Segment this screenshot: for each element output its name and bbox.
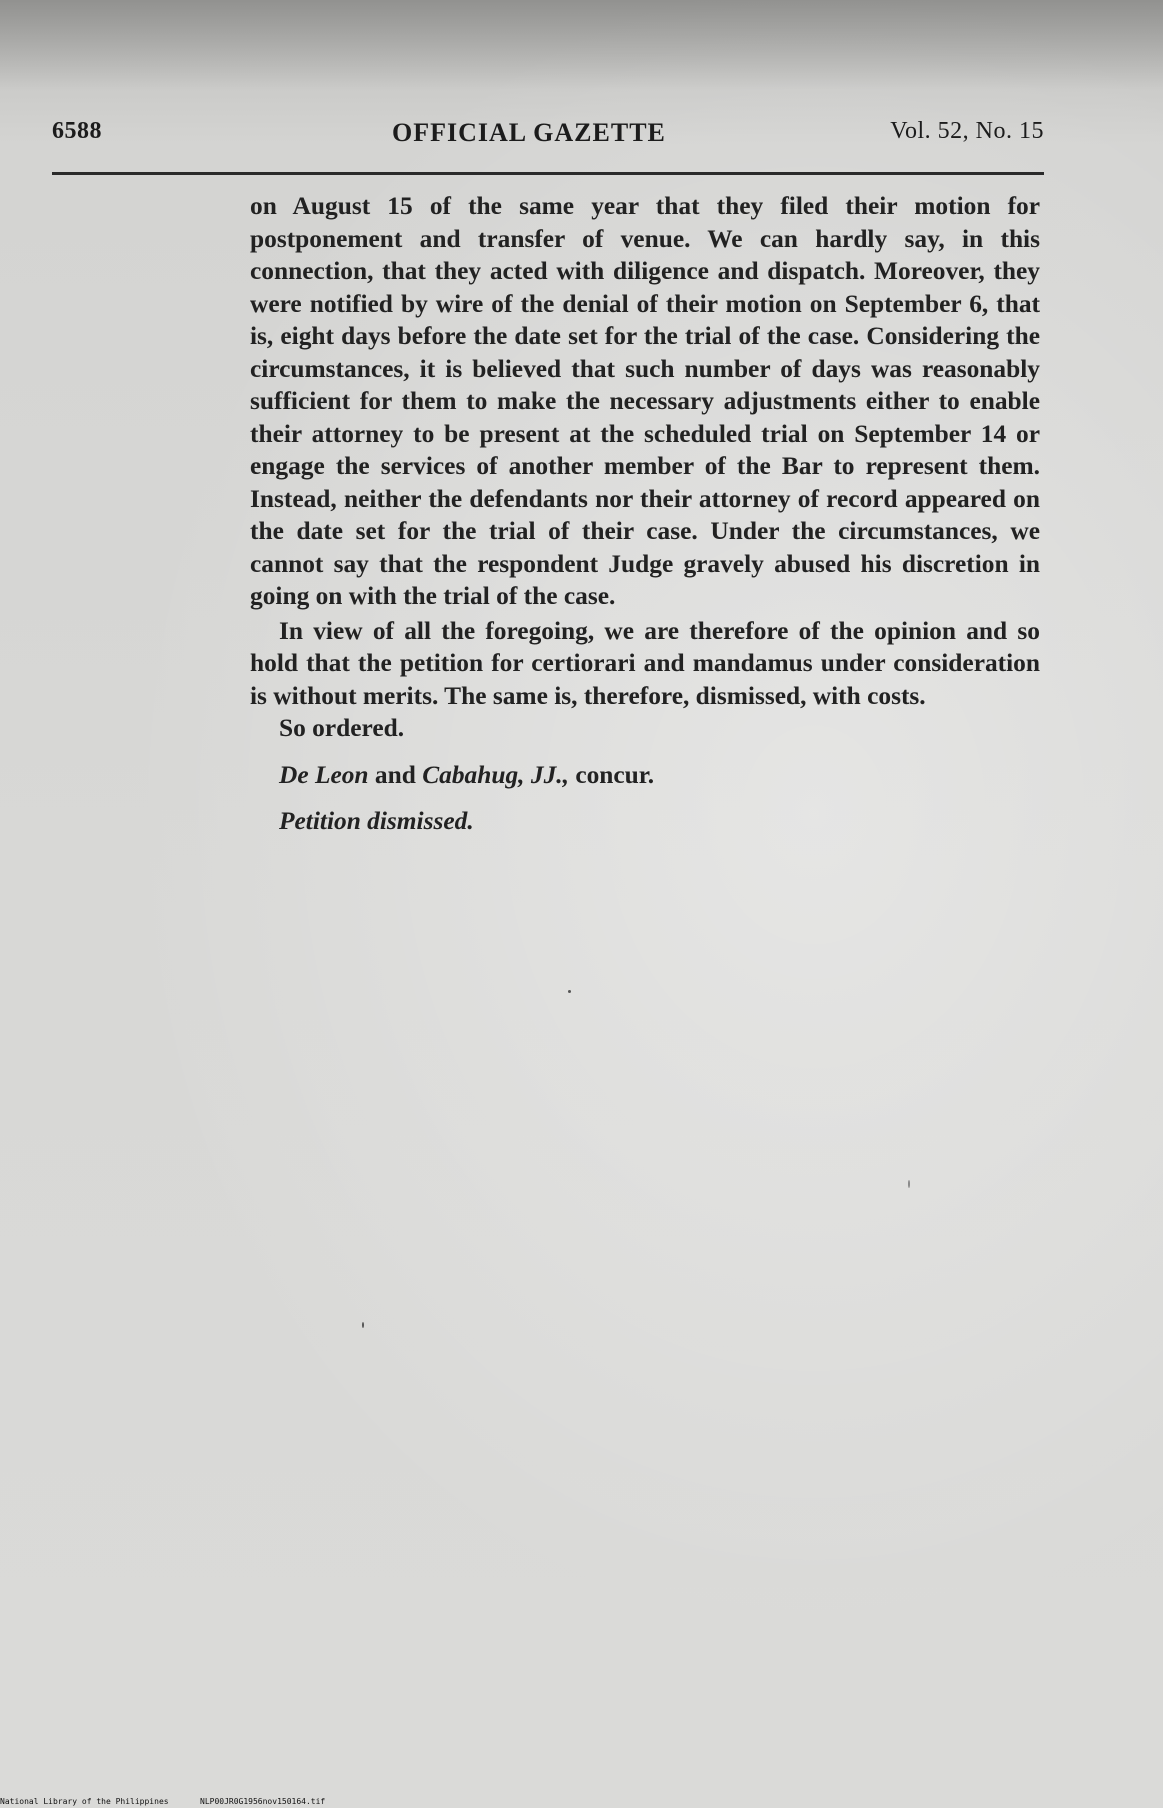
concur-and: and	[374, 760, 416, 789]
concur-word: concur.	[575, 760, 655, 789]
scan-speck	[568, 990, 571, 993]
publication-title: OFFICIAL GAZETTE	[392, 118, 666, 147]
scan-footer	[0, 1796, 1163, 1808]
so-ordered: So ordered.	[279, 714, 405, 742]
concurrence-line	[250, 759, 1040, 792]
volume-issue: Vol. 52, No. 15	[890, 118, 1044, 144]
scan-speck	[362, 1322, 364, 1328]
page-header	[52, 118, 1044, 152]
document-body	[250, 190, 1040, 838]
disposition	[250, 805, 1040, 838]
paragraph-conclusion: In view of all the foregoing, we are therefore of the opinion and so hold that the petition for certiorari and mandamus under consideration is without merits. The same is, therefore, dismissed, with costs.	[250, 616, 1040, 710]
header-rule	[52, 172, 1044, 175]
justice-name-2: Cabahug, JJ.,	[422, 760, 569, 789]
justice-name-1: De Leon	[279, 760, 369, 789]
paragraph-continuation: on August 15 of the same year that they filed their motion for postponement and transfer of venue. We can hardly say, in this connection, that they acted with diligence and dispatch. Moreover, they were notified by wire of the denial of their motion on September 6, that is, eight days before the date set for the trial of the case. Considering the circumstances, it is believed that such number of days was reasonably sufficient for them to make the necessary adjustments either to enable their attorney to be present at the scheduled trial on September 14 or engage the services of another member of the Bar to represent them. Instead, neither the defendants nor their attorney of record appeared on the date set for the trial of their case. Under the circumstances, we cannot say that the respondent Judge gravely abused his discretion in going on with the trial of the case.	[250, 192, 1040, 610]
scan-speck	[908, 1180, 910, 1188]
scan-shadow	[0, 0, 1163, 90]
disposition-text: Petition dismissed.	[279, 807, 474, 835]
scan-file-id: NLP00JR0G1956nov150164.tif	[200, 1797, 326, 1806]
page-number: 6588	[52, 118, 102, 144]
library-credit: National Library of the Philippines	[0, 1797, 169, 1806]
